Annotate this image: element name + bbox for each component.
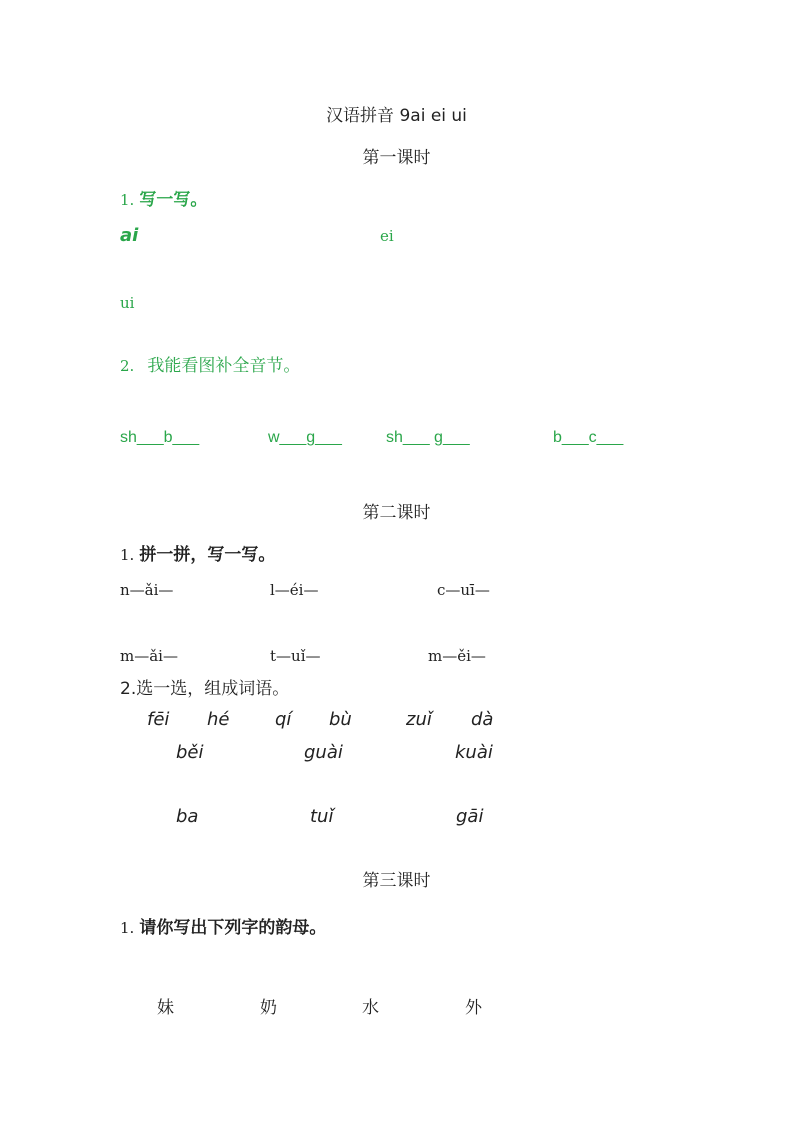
choice-pinyin-2: hé [207, 709, 230, 730]
spell-item-4: m—ǎi— [120, 647, 178, 665]
lesson1-q2-text: 我能看图补全音节。 [147, 356, 301, 376]
spell-item-5: t—uǐ— [270, 647, 321, 665]
char-item-3: 水 [362, 998, 379, 1018]
lesson1-q2 [120, 358, 300, 375]
lesson2-q1-text: 拼一拼，写一写。 [139, 545, 276, 565]
choice-pinyin-5: zuǐ [406, 709, 432, 730]
write-item-ai: ai [120, 225, 139, 246]
char-item-4: 外 [465, 998, 482, 1018]
spell-item-3: c—uī— [437, 581, 490, 599]
write-item-ui: ui [120, 294, 135, 312]
spell-item-1: n—ǎi— [120, 581, 174, 599]
lesson1-q2-number: 2. [120, 357, 135, 375]
choice-pinyin-6: dà [471, 709, 494, 730]
choice-pinyin-9: kuài [455, 742, 493, 763]
lesson1-q1-number: 1. [120, 191, 135, 209]
choice-pinyin-10: ba [176, 806, 199, 827]
document-title: 汉语拼音 9ai ei ui [326, 106, 467, 126]
choice-pinyin-12: gāi [456, 806, 484, 827]
spell-item-2: l—éi— [270, 581, 319, 599]
choice-pinyin-4: bù [329, 709, 352, 730]
char-item-2: 奶 [260, 998, 277, 1018]
lesson2-q1 [120, 547, 275, 564]
syllable-blank-2: w___g___ [268, 429, 342, 446]
lesson1-q1 [120, 192, 207, 209]
choice-pinyin-7: běi [176, 742, 204, 763]
lesson2-q2-text: 2.选一选，组成词语。 [120, 679, 290, 699]
char-item-1: 妹 [157, 998, 174, 1018]
lesson3-q1 [120, 920, 326, 937]
choice-pinyin-1: fēi [147, 709, 170, 730]
lesson1-heading: 第一课时 [362, 148, 431, 168]
write-item-ei: ei [380, 227, 394, 245]
syllable-blank-1: sh___b___ [120, 429, 200, 446]
lesson3-heading: 第三课时 [362, 871, 431, 891]
lesson3-q1-number: 1. [120, 919, 135, 937]
choice-pinyin-8: guài [304, 742, 343, 763]
syllable-blank-4: b___c___ [553, 429, 624, 446]
lesson3-q1-text: 请你写出下列字的韵母。 [139, 918, 327, 938]
lesson2-q1-number: 1. [120, 546, 135, 564]
spell-item-6: m—ěi— [428, 647, 486, 665]
choice-pinyin-11: tuǐ [310, 806, 334, 827]
syllable-blank-3: sh___ g___ [386, 429, 470, 446]
lesson1-q1-text: 写一写。 [139, 190, 208, 210]
lesson2-heading: 第二课时 [362, 503, 431, 523]
choice-pinyin-3: qí [275, 709, 292, 730]
